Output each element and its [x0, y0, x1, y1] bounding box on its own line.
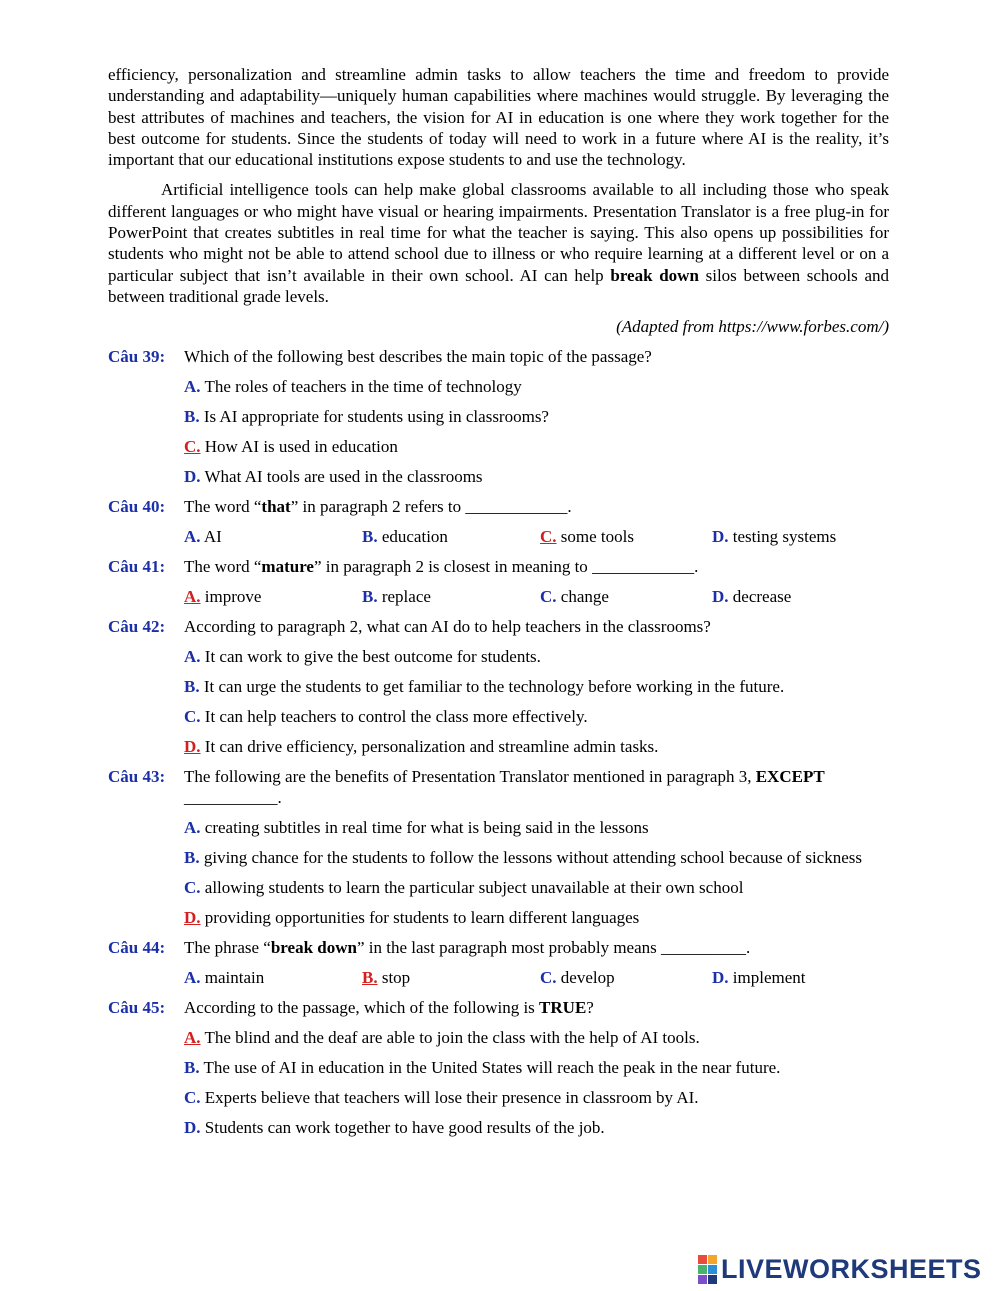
option-b[interactable]: B. Is AI appropriate for students using in classrooms? — [184, 407, 549, 427]
logo-tile-2 — [708, 1255, 717, 1264]
question-text: According to paragraph 2, what can AI do to help teachers in the classrooms? — [184, 617, 711, 637]
question-40 — [108, 496, 889, 547]
question-43-stem — [108, 766, 889, 808]
option-a[interactable]: A. The blind and the deaf are able to join the class with the help of AI tools. — [184, 1028, 700, 1048]
para2-text-end: silos between schools and between traditional grade levels. — [108, 265, 890, 306]
option-b[interactable]: B. giving chance for the students to follow the lessons without attending school because of sickness — [184, 848, 862, 868]
question-number: Câu 44: — [108, 938, 166, 958]
passage-paragraph-1: efficiency, personalization and streamline admin tasks to allow teachers the time and freedom to provide understanding and adaptability—uniquely human capabilities where machines would struggle. By leveraging the best attributes of machines and teachers, the vision for AI in education is one where they work together for the best outcome for students. Since the students of today will need to work in a future where AI is the reality, it’s important that our educational institutions expose students to and use the technology. — [108, 65, 889, 170]
correct-answer-marker: D. — [184, 908, 201, 928]
option-c[interactable]: C. allowing students to learn the particular subject unavailable at their own school — [184, 878, 744, 898]
passage-source: (Adapted from https://www.forbes.com/) — [616, 317, 889, 337]
correct-answer-marker: A. — [184, 587, 201, 607]
option-c[interactable]: C. some tools — [540, 527, 634, 547]
question-45-stem — [108, 997, 889, 1018]
option-c[interactable]: C. change — [540, 587, 609, 607]
option-a[interactable]: A. improve — [184, 587, 262, 607]
option-d[interactable]: D. implement — [712, 968, 806, 988]
logo-text: LIVEWORKSHEETS — [721, 1253, 982, 1284]
correct-answer-marker: C. — [184, 437, 201, 457]
logo-tile-5 — [698, 1275, 707, 1284]
question-40-stem — [108, 496, 889, 517]
passage-paragraph-2 — [108, 179, 889, 307]
question-number: Câu 42: — [108, 617, 166, 637]
answer-blank: ____________ — [592, 557, 695, 577]
question-text: The following are the benefits of Presentation Translator mentioned in paragraph 3, EXCEPT ___________. — [184, 767, 825, 808]
question-number: Câu 40: — [108, 497, 166, 517]
answer-blank: ___________ — [184, 788, 278, 808]
correct-answer-marker: D. — [184, 737, 201, 757]
option-b[interactable]: B. education — [362, 527, 448, 547]
question-44 — [108, 937, 889, 988]
question-42-stem — [108, 616, 889, 637]
logo-tile-3 — [698, 1265, 707, 1274]
option-a[interactable]: A. creating subtitles in real time for what is being said in the lessons — [184, 818, 649, 838]
option-d[interactable]: D. It can drive efficiency, personalization and streamline admin tasks. — [184, 737, 659, 757]
option-b[interactable]: B. stop — [362, 968, 411, 988]
question-text: According to the passage, which of the following is TRUE? — [184, 998, 594, 1018]
option-b[interactable]: B. replace — [362, 587, 431, 607]
option-c[interactable]: C. Experts believe that teachers will lose their presence in classroom by AI. — [184, 1088, 699, 1108]
options-row — [184, 586, 889, 607]
option-c[interactable]: C. How AI is used in education — [184, 437, 398, 457]
logo-icon — [698, 1255, 717, 1284]
option-c[interactable]: C. It can help teachers to control the class more effectively. — [184, 707, 588, 727]
option-c[interactable]: C. develop — [540, 968, 615, 988]
worksheet-page — [108, 64, 889, 1138]
correct-answer-marker: B. — [362, 968, 378, 988]
question-number: Câu 39: — [108, 347, 166, 367]
question-number: Câu 45: — [108, 998, 166, 1018]
option-d[interactable]: D. providing opportunities for students to learn different languages — [184, 908, 640, 928]
correct-answer-marker: A. — [184, 1028, 201, 1048]
question-43 — [108, 766, 889, 928]
question-text: The phrase “break down” in the last paragraph most probably means __________. — [184, 938, 751, 958]
option-d[interactable]: D. decrease — [712, 587, 792, 607]
question-44-stem — [108, 937, 889, 958]
option-d[interactable]: D. Students can work together to have good results of the job. — [184, 1118, 605, 1138]
question-number: Câu 41: — [108, 557, 166, 577]
question-42 — [108, 616, 889, 757]
answer-blank: ____________ — [465, 497, 568, 517]
option-a[interactable]: A. The roles of teachers in the time of technology — [184, 377, 522, 397]
question-text: The word “mature” in paragraph 2 is closest in meaning to ____________. — [184, 557, 699, 577]
question-41-stem — [108, 556, 889, 577]
option-a[interactable]: A. maintain — [184, 968, 265, 988]
correct-answer-marker: C. — [540, 527, 557, 547]
option-b[interactable]: B. The use of AI in education in the United States will reach the peak in the near future. — [184, 1058, 781, 1078]
option-d[interactable]: D. testing systems — [712, 527, 837, 547]
options-row — [184, 526, 889, 547]
logo-tile-1 — [698, 1255, 707, 1264]
para2-text-start: Artificial intelligence tools can help make global classrooms available to all including those who speak different languages or who might have visual or hearing impairments. Presentation Translator is a free plug-in for PowerPoint that creates subtitles in real time for what the teacher is saying. This also opens up possibilities for students who might not be able to attend school due to illness or who require learning at a different level or on a particular subject that isn’t available in their own school. AI can help — [108, 180, 889, 285]
question-number: Câu 43: — [108, 767, 166, 787]
question-45 — [108, 997, 889, 1138]
question-39 — [108, 346, 889, 487]
option-a[interactable]: A. It can work to give the best outcome for students. — [184, 647, 541, 667]
logo-tile-4 — [708, 1265, 717, 1274]
answer-blank: __________ — [661, 938, 747, 958]
option-a[interactable]: A. AI — [184, 527, 222, 547]
liveworksheets-logo — [698, 1254, 982, 1284]
logo-tile-6 — [708, 1275, 717, 1284]
question-39-stem — [108, 346, 889, 367]
option-d[interactable]: D. What AI tools are used in the classrooms — [184, 467, 483, 487]
para2-bold-phrase: break down — [610, 265, 699, 285]
question-41 — [108, 556, 889, 607]
question-text: Which of the following best describes the main topic of the passage? — [184, 347, 652, 367]
option-b[interactable]: B. It can urge the students to get familiar to the technology before working in the future. — [184, 677, 785, 697]
options-row — [184, 967, 889, 988]
question-text: The word “that” in paragraph 2 refers to ____________. — [184, 497, 572, 517]
